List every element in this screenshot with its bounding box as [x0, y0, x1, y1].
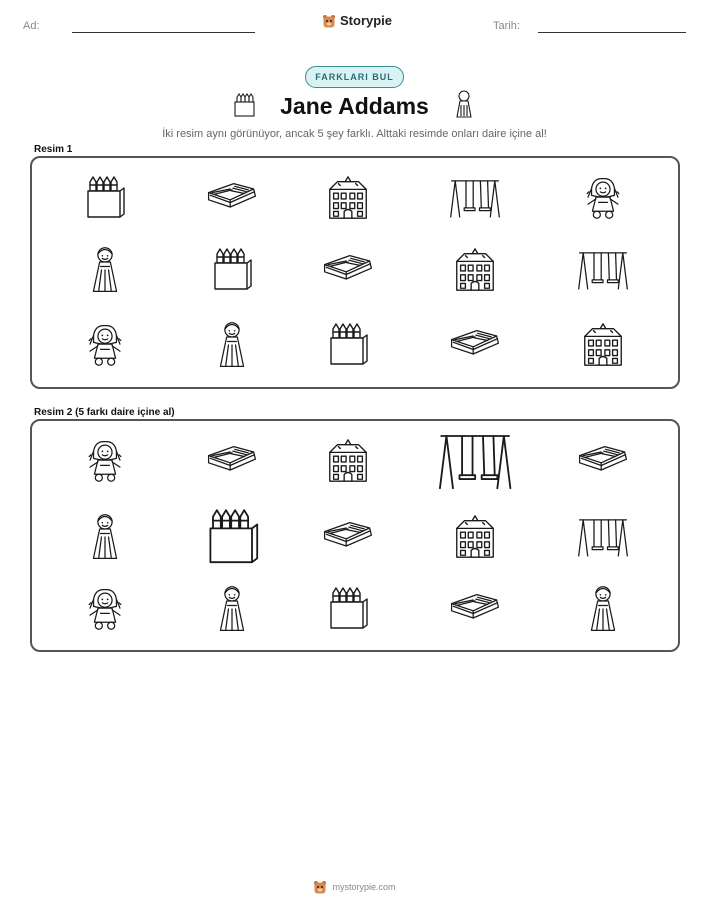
- hull-house-icon[interactable]: [451, 513, 499, 561]
- picture1-label: Resim 1: [34, 144, 73, 155]
- rag-doll-icon[interactable]: [83, 435, 127, 487]
- peg-doll-icon[interactable]: [216, 583, 248, 635]
- title-peg-doll-icon: [454, 89, 474, 119]
- crayon-box-icon: [207, 245, 257, 295]
- crayon-box-icon: [80, 173, 130, 223]
- hull-house-icon[interactable]: [324, 437, 372, 485]
- swing-set-icon: [576, 246, 630, 294]
- open-book-icon[interactable]: [205, 443, 259, 479]
- peg-doll-icon: [216, 319, 248, 371]
- storypie-bear-icon: [322, 14, 336, 28]
- rag-doll-icon: [83, 319, 127, 371]
- brand-name: Storypie: [340, 13, 393, 28]
- swing-set-icon[interactable]: [436, 426, 514, 496]
- crayon-box-icon: [323, 320, 373, 370]
- picture2-label: Resim 2 (5 farkı daire içine al): [34, 407, 175, 418]
- name-field-line[interactable]: [72, 32, 255, 33]
- open-book-icon[interactable]: [448, 591, 502, 627]
- date-label: Tarih:: [493, 20, 520, 32]
- instructions: İki resim aynı görünüyor, ancak 5 şey farklı. Alttaki resimde onları daire içine al!: [162, 128, 547, 140]
- activity-badge: FARKLARI BUL: [305, 66, 404, 88]
- open-book-icon[interactable]: [576, 443, 630, 479]
- brand-logo: [322, 13, 392, 28]
- rag-doll-icon[interactable]: [83, 583, 127, 635]
- page-title: Jane Addams: [280, 93, 429, 119]
- open-book-icon: [205, 180, 259, 216]
- crayon-box-icon[interactable]: [200, 505, 265, 570]
- date-field-line[interactable]: [538, 32, 686, 33]
- hull-house-icon: [324, 174, 372, 222]
- rag-doll-icon: [581, 172, 625, 224]
- crayon-box-icon[interactable]: [323, 584, 373, 634]
- swing-set-icon[interactable]: [576, 513, 630, 561]
- hull-house-icon: [451, 246, 499, 294]
- open-book-icon: [321, 252, 375, 288]
- name-label: Ad:: [23, 20, 40, 32]
- peg-doll-icon[interactable]: [89, 511, 121, 563]
- open-book-icon: [448, 327, 502, 363]
- swing-set-icon: [448, 174, 502, 222]
- hull-house-icon: [579, 321, 627, 369]
- open-book-icon[interactable]: [321, 519, 375, 555]
- footer-bear-icon: [313, 880, 327, 894]
- footer-url: mystorypie.com: [332, 882, 396, 892]
- footer: [0, 880, 709, 894]
- peg-doll-icon[interactable]: [587, 583, 619, 635]
- peg-doll-icon: [89, 244, 121, 296]
